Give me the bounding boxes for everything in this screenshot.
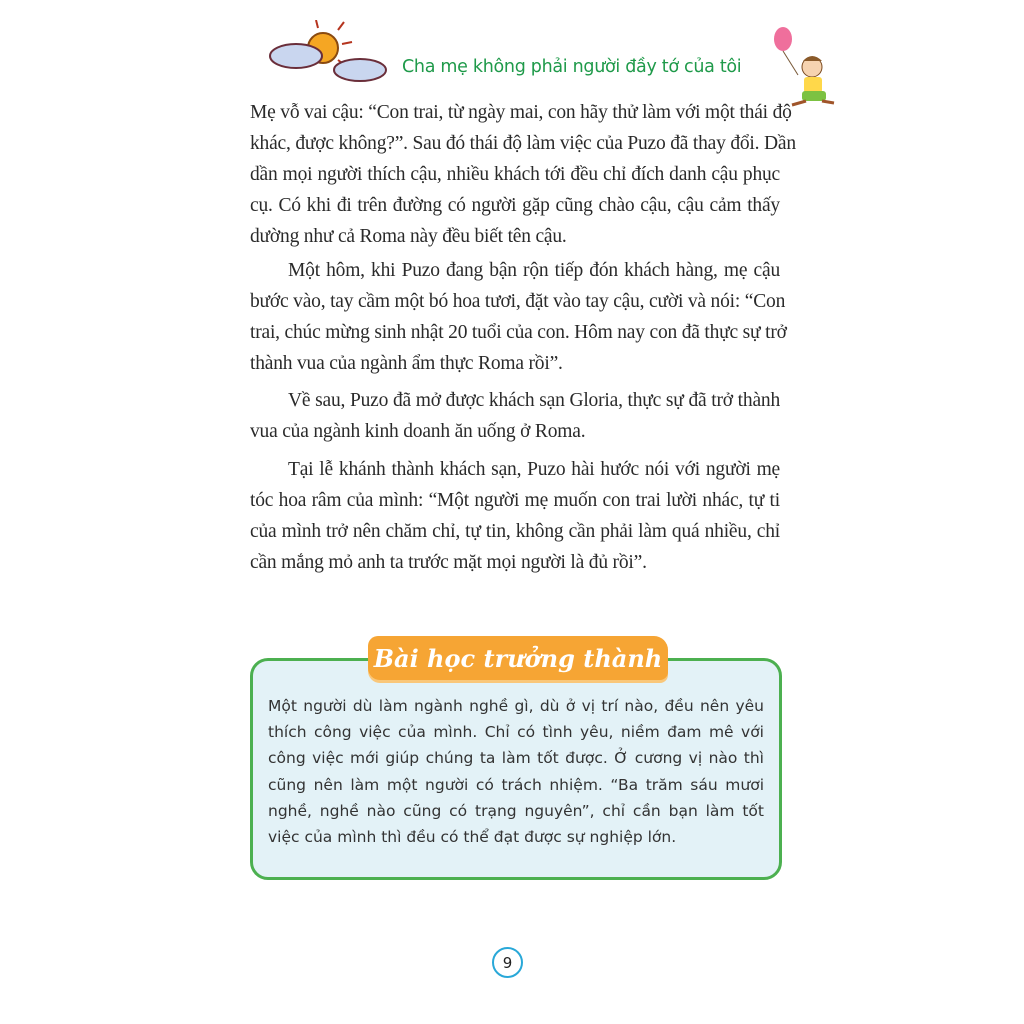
lesson-line: cũng nên làm một người có trách nhiệm. “Ba trăm sáu mươi: [268, 776, 764, 794]
sun-clouds-illustration: [268, 20, 393, 85]
text-line: tóc hoa râm của mình: “Một người mẹ muốn con trai lười nhác, tự ti: [250, 490, 780, 511]
chapter-title: Cha mẹ không phải người đầy tớ của tôi: [402, 57, 742, 77]
text-line: vua của ngành kinh doanh ăn uống ở Roma.: [250, 421, 586, 442]
lesson-line: Một người dù làm ngành nghề gì, dù ở vị trí nào, đều nên yêu: [268, 697, 764, 715]
text-line: Mẹ vỗ vai cậu: “Con trai, từ ngày mai, con hãy thử làm với một thái độ: [250, 102, 792, 123]
lesson-line: thích công việc của mình. Chỉ có tình yêu, niềm đam mê với: [268, 723, 764, 741]
lesson-line: nghề, nghề nào cũng có trạng nguyên”, chỉ cần bạn làm tốt: [268, 802, 764, 820]
text-line: của mình trở nên chăm chỉ, tự tin, không cần phải làm quá nhiều, chỉ: [250, 521, 780, 542]
page-number: 9: [492, 947, 523, 978]
text-line: Về sau, Puzo đã mở được khách sạn Gloria, thực sự đã trở thành: [288, 390, 780, 411]
text-line: Một hôm, khi Puzo đang bận rộn tiếp đón khách hàng, mẹ cậu: [288, 260, 780, 281]
lesson-line: việc của mình thì đều có thể đạt được sự nghiệp lớn.: [268, 828, 677, 846]
lesson-line: công việc mới giúp chúng ta làm tốt được. Ở cương vị nào thì: [268, 749, 764, 767]
text-line: khác, được không?”. Sau đó thái độ làm việc của Puzo đã thay đổi. Dần: [250, 133, 796, 154]
text-line: dần mọi người thích cậu, nhiều khách tới đều chỉ đích danh cậu phục: [250, 164, 780, 185]
text-line: thành vua của ngành ẩm thực Roma rồi”.: [250, 353, 563, 374]
text-line: Tại lễ khánh thành khách sạn, Puzo hài hước nói với người mẹ: [288, 459, 780, 480]
text-line: bước vào, tay cầm một bó hoa tươi, đặt vào tay cậu, cười và nói: “Con: [250, 291, 786, 312]
lesson-title: Bài học trưởng thành: [368, 636, 668, 680]
boy-with-balloon-illustration: [770, 25, 845, 110]
text-line: cần mắng mỏ anh ta trước mặt mọi người là đủ rồi”.: [250, 552, 647, 573]
text-line: dường như cả Roma này đều biết tên cậu.: [250, 226, 567, 247]
text-line: trai, chúc mừng sinh nhật 20 tuổi của con. Hôm nay con đã thực sự trở: [250, 322, 787, 343]
text-line: cụ. Có khi đi trên đường có người gặp cũng chào cậu, cậu cảm thấy: [250, 195, 780, 216]
